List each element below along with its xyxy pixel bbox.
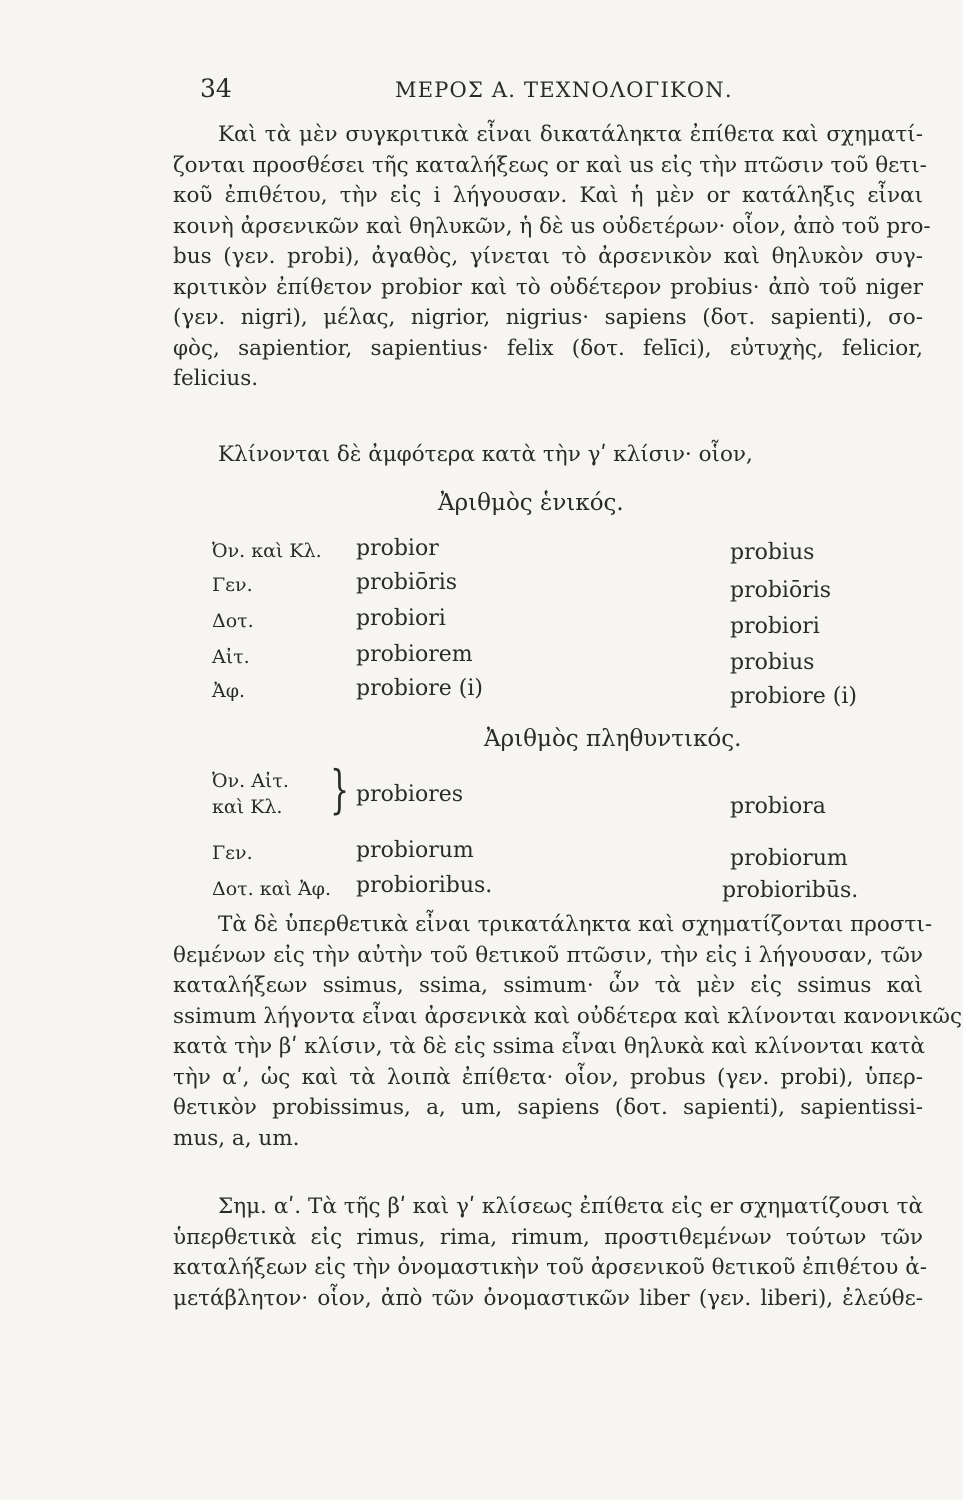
- text-line: κοῦ ἐπιθέτου, τὴν εἰς i λήγουσαν. Καὶ ἡ μὲν or κατάληξις εἶναι: [173, 183, 923, 208]
- text-line: Κλίνονται δὲ ἀμφότερα κατὰ τὴν γʹ κλίσιν· οἷον,: [218, 442, 753, 467]
- case-label: Ἀφ.: [212, 680, 246, 702]
- text-line: ὑπερθετικὰ εἰς rimus, rima, rimum, προστιθεμένων τούτων τῶν: [173, 1224, 923, 1250]
- paragraph-note: [173, 1192, 927, 1314]
- case-label: Αἰτ.: [212, 646, 250, 668]
- form-masc-fem: probiorum: [356, 838, 474, 863]
- page-header: [200, 74, 800, 114]
- form-neut: probiori: [730, 614, 820, 639]
- plural-title: Ἀριθμὸς πληθυντικός.: [484, 726, 742, 752]
- form-neut: probiorum: [730, 846, 848, 871]
- text-line: καταλήξεων εἰς τὴν ὀνομαστικὴν τοῦ ἀρσενικοῦ θετικοῦ ἐπιθέτου ἀ-: [173, 1255, 927, 1280]
- text-line: mus, a, um.: [173, 1125, 300, 1151]
- text-line: ζονται προσθέσει τῆς καταλήξεως or καὶ us εἰς τὴν πτῶσιν τοῦ θετι-: [173, 152, 927, 178]
- paragraph-superlatives: [173, 910, 963, 1154]
- text-line: Τὰ δὲ ὑπερθετικὰ εἶναι τρικατάληκτα καὶ σχηματίζονται προστι-: [218, 912, 933, 937]
- form-masc-fem: probior: [356, 536, 439, 561]
- brace-glyph: }: [330, 760, 350, 821]
- paragraph-declension-intro: [173, 440, 923, 471]
- page-number: 34: [200, 74, 232, 103]
- case-label: Ὀν. Αἰτ.: [212, 770, 289, 792]
- form-masc-fem: probiōris: [356, 570, 458, 595]
- form-neut: probiōris: [730, 578, 832, 603]
- form-masc-fem: probioribus.: [356, 873, 493, 898]
- form-neut: probiora: [730, 794, 826, 819]
- paragraph-comparatives: [173, 120, 931, 395]
- form-neut: probiore (i): [730, 684, 857, 709]
- form-neut: probius: [730, 540, 815, 565]
- text-line: τὴν αʹ, ὡς καὶ τὰ λοιπὰ ἐπίθετα· οἷον, probus (γεν. probi), ὑπερ-: [173, 1064, 923, 1090]
- case-label: Ὀν. καὶ Κλ.: [212, 540, 322, 562]
- form-neut: probioribūs.: [722, 878, 859, 903]
- text-line: Καὶ τὰ μὲν συγκριτικὰ εἶναι δικατάληκτα ἐπίθετα καὶ σχηματί-: [218, 122, 923, 147]
- form-masc-fem: probiori: [356, 606, 446, 631]
- case-label: Γεν.: [212, 842, 253, 864]
- case-label: Γεν.: [212, 574, 253, 596]
- text-line: φὸς, sapientior, sapientius· felix (δοτ. felīci), εὐτυχὴς, felicior,: [173, 335, 923, 361]
- case-label: καὶ Κλ.: [212, 796, 283, 818]
- text-line: καταλήξεων ssimus, ssima, ssimum· ὧν τὰ μὲν εἰς ssimus καὶ: [173, 973, 923, 998]
- text-line: μετάβλητον· οἷον, ἀπὸ τῶν ὀνομαστικῶν liber (γεν. liberi), ἐλεύθε-: [173, 1285, 923, 1311]
- running-title: ΜΕΡΟΣ Α. ΤΕΧΝΟΛΟΓΙΚΟΝ.: [395, 78, 733, 102]
- case-label: Δοτ. καὶ Ἀφ.: [212, 878, 332, 900]
- text-line: θεμένων εἰς τὴν αὐτὴν τοῦ θετικοῦ πτῶσιν, τὴν εἰς i λήγουσαν, τῶν: [173, 942, 923, 968]
- text-line: bus (γεν. probi), ἀγαθὸς, γίνεται τὸ ἀρσενικὸν καὶ θηλυκὸν συγ-: [173, 244, 923, 269]
- text-line: (γεν. nigri), μέλας, nigrior, nigrius· sapiens (δοτ. sapienti), σο-: [173, 305, 923, 330]
- text-line: Σημ. αʹ. Τὰ τῆς βʹ καὶ γʹ κλίσεως ἐπίθετα εἰς er σχηματίζουσι τὰ: [218, 1194, 923, 1219]
- text-line: ssimum λήγοντα εἶναι ἀρσενικὰ καὶ οὐδέτερα καὶ κλίνονται κανονικῶς: [173, 1003, 963, 1029]
- form-masc-fem: probiores: [356, 782, 464, 807]
- text-line: θετικὸν probissimus, a, um, sapiens (δοτ. sapienti), sapientissi-: [173, 1095, 923, 1120]
- text-line: felicius.: [173, 366, 259, 391]
- form-masc-fem: probiorem: [356, 642, 473, 667]
- text-line: κριτικὸν ἐπίθετον probior καὶ τὸ οὐδέτερον probius· ἀπὸ τοῦ niger: [173, 274, 923, 300]
- form-neut: probius: [730, 650, 815, 675]
- text-line: κοινὴ ἀρσενικῶν καὶ θηλυκῶν, ἡ δὲ us οὐδετέρων· οἷον, ἀπὸ τοῦ pro-: [173, 213, 931, 239]
- case-label: Δοτ.: [212, 610, 254, 632]
- form-masc-fem: probiore (i): [356, 676, 483, 701]
- text-line: κατὰ τὴν βʹ κλίσιν, τὰ δὲ εἰς ssima εἶναι θηλυκὰ καὶ κλίνονται κατὰ: [173, 1034, 926, 1059]
- singular-title: Ἀριθμὸς ἑνικός.: [438, 490, 624, 516]
